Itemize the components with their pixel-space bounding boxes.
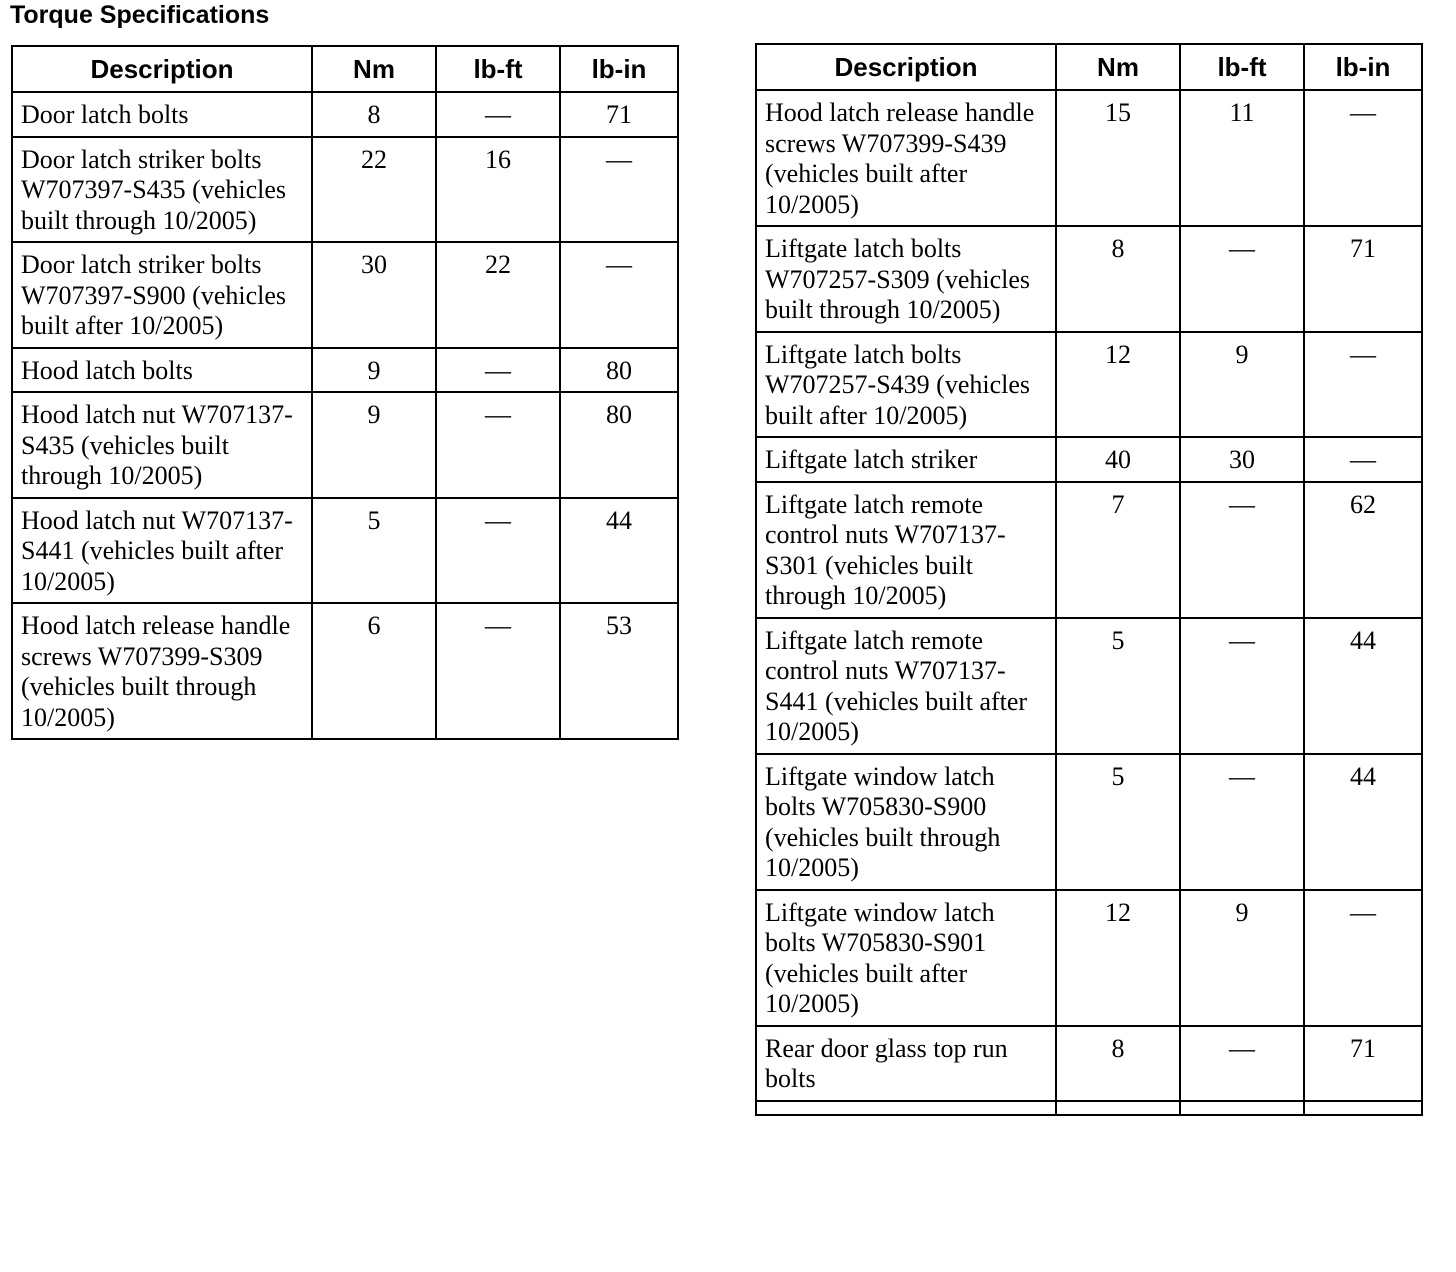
column-header-lbin: lb-in: [560, 46, 678, 92]
nm-cell: 6: [312, 603, 436, 739]
nm-cell: 8: [1056, 1026, 1180, 1101]
description-cell: Liftgate window latch bolts W705830-S901 (vehicles built after 10/2005): [756, 890, 1056, 1026]
header-row: [12, 46, 678, 92]
table-row: [12, 242, 678, 348]
description-cell: Liftgate latch remote control nuts W707137-S301 (vehicles built through 10/2005): [756, 482, 1056, 618]
nm-cell: 22: [312, 137, 436, 243]
torque-table-right: [755, 43, 1423, 1116]
table-row: [756, 1026, 1422, 1101]
lbin-cell: [1304, 1101, 1422, 1115]
description-cell: [756, 1101, 1056, 1115]
lbft-cell: —: [436, 348, 560, 393]
table-row: [756, 890, 1422, 1026]
lbin-cell: —: [1304, 90, 1422, 226]
description-cell: Door latch bolts: [12, 92, 312, 137]
lbft-cell: 9: [1180, 332, 1304, 438]
table-row: [12, 498, 678, 604]
column-header-lbft: lb-ft: [1180, 44, 1304, 90]
description-cell: Liftgate latch bolts W707257-S309 (vehicles built through 10/2005): [756, 226, 1056, 332]
nm-cell: 5: [1056, 618, 1180, 754]
lbin-cell: 71: [1304, 1026, 1422, 1101]
description-cell: Hood latch release handle screws W707399-S309 (vehicles built through 10/2005): [12, 603, 312, 739]
column-header-nm: Nm: [1056, 44, 1180, 90]
lbin-cell: 53: [560, 603, 678, 739]
lbft-cell: 16: [436, 137, 560, 243]
lbft-cell: —: [1180, 1026, 1304, 1101]
table-row: [12, 137, 678, 243]
nm-cell: [1056, 1101, 1180, 1115]
lbin-cell: —: [1304, 890, 1422, 1026]
lbft-cell: 11: [1180, 90, 1304, 226]
table-row: [756, 1101, 1422, 1115]
nm-cell: 5: [312, 498, 436, 604]
lbin-cell: —: [1304, 437, 1422, 482]
lbin-cell: —: [1304, 332, 1422, 438]
lbft-cell: [1180, 1101, 1304, 1115]
lbft-cell: —: [436, 92, 560, 137]
description-cell: Hood latch bolts: [12, 348, 312, 393]
description-cell: Hood latch nut W707137-S435 (vehicles built through 10/2005): [12, 392, 312, 498]
lbin-cell: —: [560, 137, 678, 243]
lbin-cell: 62: [1304, 482, 1422, 618]
lbin-cell: 80: [560, 392, 678, 498]
table-row: [756, 332, 1422, 438]
table-row: [12, 603, 678, 739]
description-cell: Liftgate latch bolts W707257-S439 (vehicles built after 10/2005): [756, 332, 1056, 438]
lbin-cell: —: [560, 242, 678, 348]
description-cell: Liftgate latch striker: [756, 437, 1056, 482]
lbin-cell: 44: [1304, 618, 1422, 754]
description-cell: Liftgate window latch bolts W705830-S900 (vehicles built through 10/2005): [756, 754, 1056, 890]
table-row: [12, 92, 678, 137]
nm-cell: 8: [1056, 226, 1180, 332]
table-row: [12, 348, 678, 393]
nm-cell: 5: [1056, 754, 1180, 890]
lbft-cell: —: [1180, 618, 1304, 754]
lbin-cell: 44: [560, 498, 678, 604]
nm-cell: 8: [312, 92, 436, 137]
lbin-cell: 80: [560, 348, 678, 393]
table-row: [756, 226, 1422, 332]
nm-cell: 40: [1056, 437, 1180, 482]
lbft-cell: 9: [1180, 890, 1304, 1026]
lbin-cell: 71: [560, 92, 678, 137]
description-cell: Door latch striker bolts W707397-S435 (vehicles built through 10/2005): [12, 137, 312, 243]
nm-cell: 12: [1056, 332, 1180, 438]
nm-cell: 9: [312, 348, 436, 393]
lbft-cell: —: [1180, 754, 1304, 890]
description-cell: Rear door glass top run bolts: [756, 1026, 1056, 1101]
column-header-lbft: lb-ft: [436, 46, 560, 92]
header-row: [756, 44, 1422, 90]
column-header-lbin: lb-in: [1304, 44, 1422, 90]
description-cell: Liftgate latch remote control nuts W707137-S441 (vehicles built after 10/2005): [756, 618, 1056, 754]
nm-cell: 12: [1056, 890, 1180, 1026]
lbft-cell: —: [436, 498, 560, 604]
column-header-description: Description: [756, 44, 1056, 90]
lbft-cell: 22: [436, 242, 560, 348]
nm-cell: 7: [1056, 482, 1180, 618]
lbin-cell: 44: [1304, 754, 1422, 890]
column-header-nm: Nm: [312, 46, 436, 92]
lbft-cell: —: [1180, 482, 1304, 618]
table-row: [756, 618, 1422, 754]
lbft-cell: —: [436, 392, 560, 498]
page-title: Torque Specifications: [10, 1, 270, 29]
torque-table-left: [11, 45, 679, 740]
description-cell: Hood latch nut W707137-S441 (vehicles built after 10/2005): [12, 498, 312, 604]
column-header-description: Description: [12, 46, 312, 92]
table-row: [756, 90, 1422, 226]
nm-cell: 15: [1056, 90, 1180, 226]
lbin-cell: 71: [1304, 226, 1422, 332]
nm-cell: 9: [312, 392, 436, 498]
table-row: [12, 392, 678, 498]
description-cell: Door latch striker bolts W707397-S900 (vehicles built after 10/2005): [12, 242, 312, 348]
lbft-cell: —: [436, 603, 560, 739]
description-cell: Hood latch release handle screws W707399-S439 (vehicles built after 10/2005): [756, 90, 1056, 226]
table-row: [756, 482, 1422, 618]
table-row: [756, 754, 1422, 890]
lbft-cell: 30: [1180, 437, 1304, 482]
nm-cell: 30: [312, 242, 436, 348]
table-row: [756, 437, 1422, 482]
lbft-cell: —: [1180, 226, 1304, 332]
